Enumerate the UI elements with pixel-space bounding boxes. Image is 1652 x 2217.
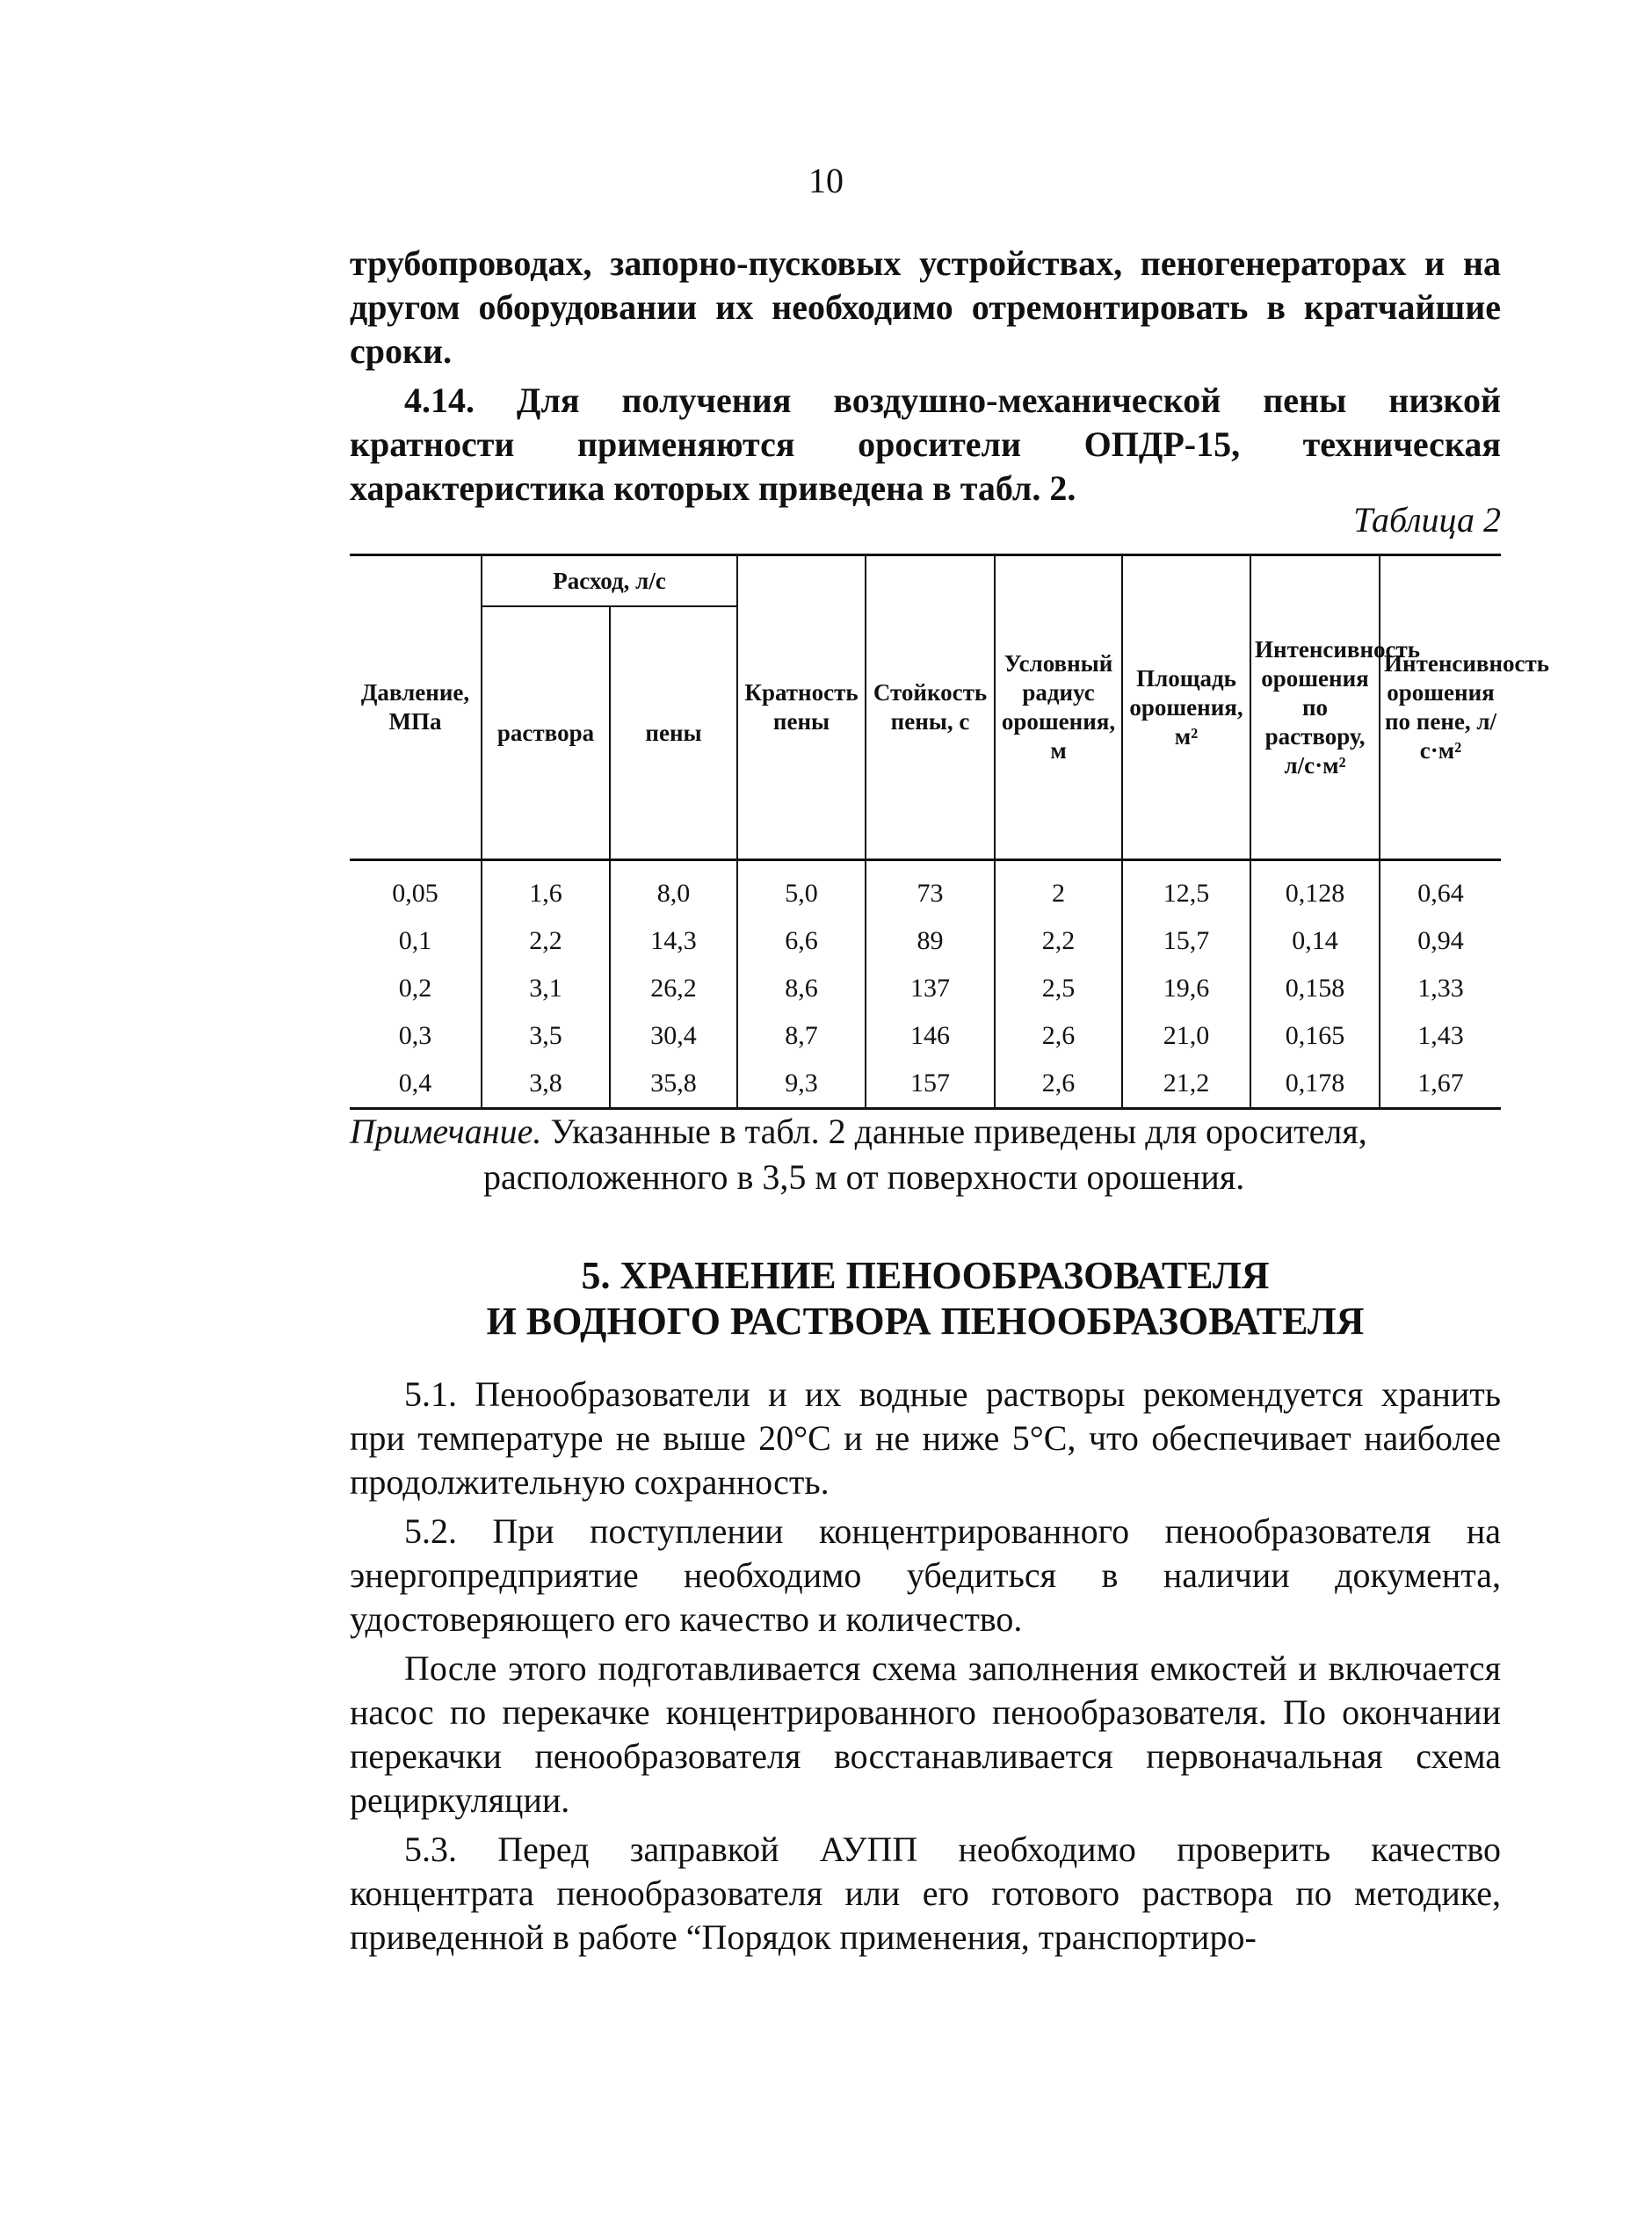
table-cell: 5,0 — [737, 860, 866, 918]
table-row — [350, 1012, 1501, 1060]
section-paragraph-5-3: 5.3. Перед заправкой АУПП необходимо проверить качество концентрата пенообразователя или его готового раствора по методике, приведенной в работе “Порядок применения, транспортиро- — [350, 1829, 1501, 1957]
section-paragraph-5-1: 5.1. Пенообразователи и их водные растворы рекомендуется хранить при температуре не выше 20°С и не ниже 5°С, что обеспечивает наиболее продолжительную сохранность. — [350, 1374, 1501, 1502]
table-cell: 19,6 — [1122, 965, 1250, 1012]
table-cell: 0,158 — [1250, 965, 1380, 1012]
table-cell: 0,4 — [350, 1060, 482, 1109]
table-cell: 2,2 — [482, 917, 610, 965]
table-cell: 8,0 — [610, 860, 737, 918]
table-cell: 2 — [995, 860, 1122, 918]
section-title-line-1: 5. ХРАНЕНИЕ ПЕНООБРАЗОВАТЕЛЯ — [581, 1254, 1270, 1297]
section-title-line-2: И ВОДНОГО РАСТВОРА ПЕНООБРАЗОВАТЕЛЯ — [486, 1300, 1365, 1343]
table-cell: 0,14 — [1250, 917, 1380, 965]
table-cell: 6,6 — [737, 917, 866, 965]
intro-paragraph-2: 4.14. Для получения воздушно-механической пены низкой кратности применяются оросители ОПДР-15, техническая характеристика которых приведена в табл. 2. — [350, 380, 1501, 508]
table-cell: 26,2 — [610, 965, 737, 1012]
intro-block — [350, 242, 1501, 511]
table-row — [350, 860, 1501, 918]
page-number: 10 — [808, 161, 844, 200]
specs-table — [350, 554, 1550, 1110]
header-pressure: Давление, МПа — [350, 555, 482, 860]
table-cell: 15,7 — [1122, 917, 1250, 965]
table-cell: 1,33 — [1380, 965, 1501, 1012]
table-note — [350, 1109, 1501, 1200]
note-label: Примечание. — [350, 1112, 542, 1151]
table-cell: 2,5 — [995, 965, 1122, 1012]
note-line-2: расположенного в 3,5 м от поверхности орошения. — [483, 1157, 1245, 1197]
header-area: Площадь орошения, м² — [1122, 555, 1250, 860]
header-radius: Условный радиус орошения, м — [995, 555, 1122, 860]
table-cell: 21,2 — [1122, 1060, 1250, 1109]
table-cell: 12,5 — [1122, 860, 1250, 918]
table-cell: 137 — [866, 965, 995, 1012]
table-cell: 30,4 — [610, 1012, 737, 1060]
table-cell: 8,6 — [737, 965, 866, 1012]
table-cell: 146 — [866, 1012, 995, 1060]
table-cell: 35,8 — [610, 1060, 737, 1109]
table-cell: 1,67 — [1380, 1060, 1501, 1109]
table-cell: 0,165 — [1250, 1012, 1380, 1060]
table-cell: 1,43 — [1380, 1012, 1501, 1060]
table-cell: 3,8 — [482, 1060, 610, 1109]
table-cell: 1,6 — [482, 860, 610, 918]
table-cell: 8,7 — [737, 1012, 866, 1060]
table-cell: 3,5 — [482, 1012, 610, 1060]
table-cell: 9,3 — [737, 1060, 866, 1109]
table-cell: 0,2 — [350, 965, 482, 1012]
header-expansion: Кратность пены — [737, 555, 866, 860]
header-flow-group: Расход, л/с — [482, 555, 737, 607]
table-row — [350, 965, 1501, 1012]
table-cell: 0,64 — [1380, 860, 1501, 918]
note-line-1: Указанные в табл. 2 данные приведены для оросителя, — [550, 1112, 1367, 1151]
table-cell: 2,2 — [995, 917, 1122, 965]
section-heading — [350, 1253, 1501, 1344]
table-cell: 3,1 — [482, 965, 610, 1012]
header-flow-solution: раствора — [482, 606, 610, 860]
table-cell: 2,6 — [995, 1060, 1122, 1109]
section-paragraph-after: После этого подготавливается схема заполнения емкостей и включается насос по перекачке концентрированного пенообразователя. По окончании перекачки пенообразователя восстанавливается первоначальная схема рециркуляции. — [350, 1648, 1501, 1820]
header-intensity-solution: Интенсивность орошения по раствору, л/с·м² — [1250, 555, 1380, 860]
section-body — [350, 1373, 1501, 1960]
section-paragraph-5-2: 5.2. При поступлении концентрированного пенообразователя на энергопредприятие необходимо убедиться в наличии документа, удостоверяющего его качество и количество. — [350, 1511, 1501, 1639]
table-cell: 0,05 — [350, 860, 482, 918]
header-intensity-foam: Интенсивность орошения по пене, л/с·м² — [1380, 555, 1501, 860]
table-cell: 0,128 — [1250, 860, 1380, 918]
table-cell: 0,1 — [350, 917, 482, 965]
table-cell: 0,3 — [350, 1012, 482, 1060]
table-row — [350, 1060, 1501, 1109]
table-cell: 0,94 — [1380, 917, 1501, 965]
table-cell: 21,0 — [1122, 1012, 1250, 1060]
intro-paragraph-1: трубопроводах, запорно-пусковых устройствах, пеногенераторах и на другом оборудовании их необходимо отремонтировать в кратчайшие сроки. — [350, 243, 1501, 371]
table-cell: 0,178 — [1250, 1060, 1380, 1109]
table-caption: Таблица 2 — [1353, 500, 1501, 540]
table-row — [350, 917, 1501, 965]
table-cell: 14,3 — [610, 917, 737, 965]
table-cell: 89 — [866, 917, 995, 965]
header-flow-foam: пены — [610, 606, 737, 860]
table-cell: 157 — [866, 1060, 995, 1109]
table-cell: 73 — [866, 860, 995, 918]
table-cell: 2,6 — [995, 1012, 1122, 1060]
header-stability: Стойкость пены, с — [866, 555, 995, 860]
